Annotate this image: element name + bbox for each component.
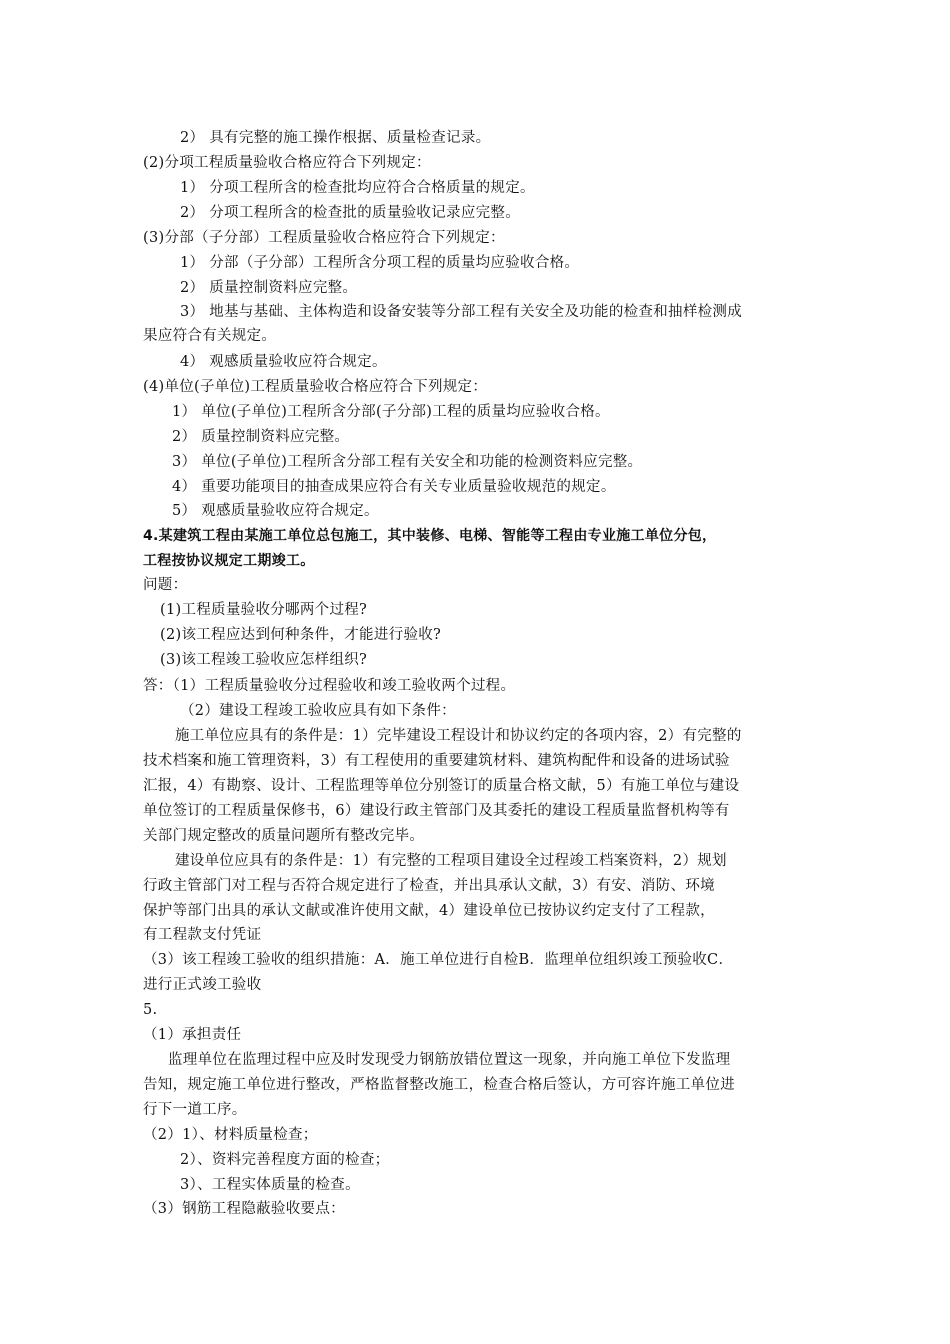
text-line: （3）该工程竣工验收的组织措施：A．施工单位进行自检B．监理单位组织竣工预验收C． [143, 952, 734, 968]
text-line: (1)工程质量验收分哪两个过程? [160, 602, 368, 618]
text-line: 果应符合有关规定。 [143, 328, 277, 344]
question-heading: 工程按协议规定工期竣工。 [143, 553, 315, 569]
text-line: 关部门规定整改的质量问题所有整改完毕。 [143, 828, 425, 844]
text-line: 建设单位应具有的条件是：1）有完整的工程项目建设全过程竣工档案资料，2）规划 [175, 853, 727, 869]
text-line: （3）钢筋工程隐蔽验收要点： [143, 1201, 345, 1217]
question-heading: 4.某建筑工程由某施工单位总包施工，其中装修、电梯、智能等工程由专业施工单位分包， [143, 528, 717, 544]
text-line: 单位签订的工程质量保修书，6）建设行政主管部门及其委托的建设工程质量监督机构等有 [143, 803, 730, 819]
text-line: 2） 质量控制资料应完整。 [172, 429, 350, 445]
text-line: 2） 具有完整的施工操作根据、质量检查记录。 [180, 130, 491, 146]
text-line: (3)分部（子分部）工程质量验收合格应符合下列规定： [143, 230, 505, 246]
text-line: (3)该工程竣工验收应怎样组织? [160, 652, 368, 668]
text-line: 2） 分项工程所含的检查批的质量验收记录应完整。 [180, 205, 521, 221]
text-line: 汇报，4）有勘察、设计、工程监理等单位分别签订的质量合格文献，5）有施工单位与建设 [143, 778, 740, 794]
text-line: 3） 单位(子单位)工程所含分部工程有关安全和功能的检测资料应完整。 [172, 454, 643, 470]
text-line: （2）建设工程竣工验收应具有如下条件： [180, 703, 456, 719]
text-line: 5. [143, 1002, 158, 1018]
text-line: 1） 分项工程所含的检查批均应符合合格质量的规定。 [180, 180, 535, 196]
text-line: (2)该工程应达到何种条件，才能进行验收? [160, 627, 442, 643]
text-line: 行政主管部门对工程与否符合规定进行了检查，并出具承认文献，3）有安、消防、环境 [143, 878, 715, 894]
text-line: （2）1）、材料质量检查； [143, 1127, 318, 1143]
text-line: 行下一道工序。 [143, 1102, 247, 1118]
text-line: 5） 观感质量验收应符合规定。 [172, 503, 379, 519]
text-line: 4） 重要功能项目的抽查成果应符合有关专业质量验收规范的规定。 [172, 479, 616, 495]
text-line: 3）、工程实体质量的检查。 [180, 1177, 360, 1193]
text-line: 告知，规定施工单位进行整改，严格监督整改施工，检查合格后签认，方可容许施工单位进 [143, 1077, 735, 1093]
text-line: 1） 分部（子分部）工程所含分项工程的质量均应验收合格。 [180, 255, 580, 271]
text-line: 监理单位在监理过程中应及时发现受力钢筋放错位置这一现象，并向施工单位下发监理 [168, 1052, 731, 1068]
text-line: 施工单位应具有的条件是：1）完毕建设工程设计和协议约定的各项内容，2）有完整的 [175, 728, 742, 744]
text-line: 1） 单位(子单位)工程所含分部(子分部)工程的质量均应验收合格。 [172, 404, 610, 420]
text-line: (4)单位(子单位)工程质量验收合格应符合下列规定： [143, 379, 488, 395]
text-line: 技术档案和施工管理资料，3）有工程使用的重要建筑材料、建筑构配件和设备的进场试验 [143, 753, 730, 769]
text-line: 2） 质量控制资料应完整。 [180, 280, 358, 296]
text-line: （1）承担责任 [143, 1027, 242, 1043]
text-line: 保护等部门出具的承认文献或准许使用文献，4）建设单位已按协议约定支付了工程款， [143, 903, 715, 919]
text-line: 进行正式竣工验收 [143, 977, 262, 993]
text-line: 问题： [143, 577, 188, 593]
text-line: 4） 观感质量验收应符合规定。 [180, 354, 387, 370]
text-line: 有工程款支付凭证 [143, 927, 262, 943]
text-line: (2)分项工程质量验收合格应符合下列规定： [143, 155, 431, 171]
text-line: 2）、资料完善程度方面的检查； [180, 1152, 390, 1168]
text-line: 3） 地基与基础、主体构造和设备安装等分部工程有关安全及功能的检查和抽样检测成 [180, 304, 743, 320]
text-line: 答：（1）工程质量验收分过程验收和竣工验收两个过程。 [143, 678, 516, 694]
